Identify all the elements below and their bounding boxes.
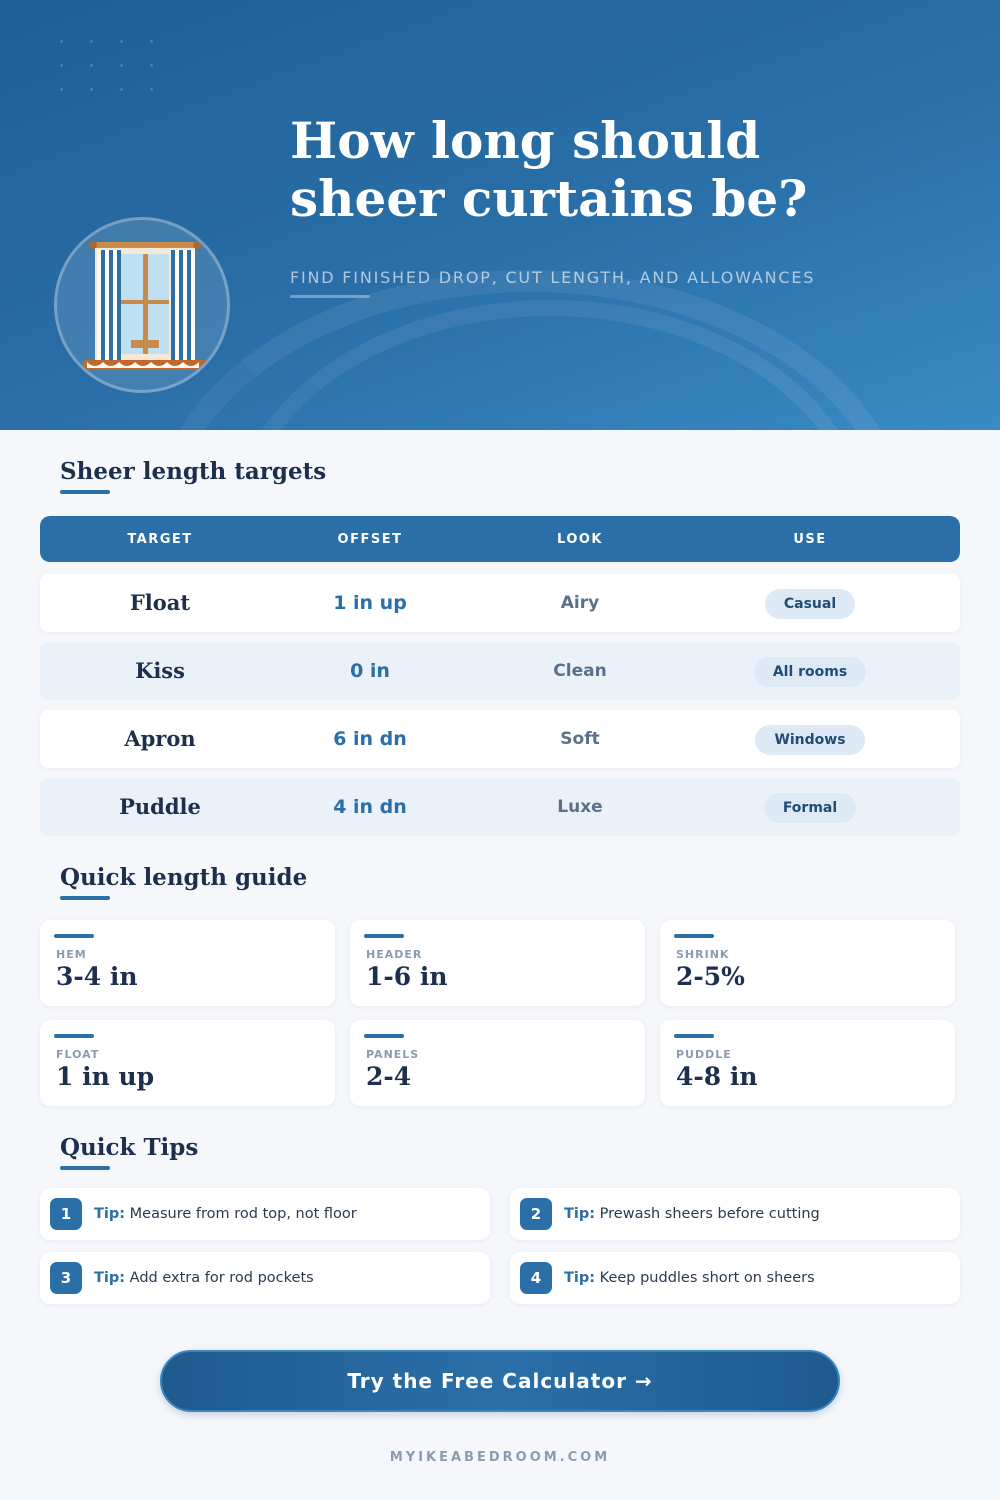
offset-cell: 1 in up: [333, 592, 407, 614]
table-row: [40, 642, 960, 700]
tip-body: Keep puddles short on sheers: [599, 1270, 815, 1286]
tip-body: Measure from rod top, not floor: [129, 1206, 357, 1222]
tip-item: [510, 1188, 960, 1240]
use-pill: Formal: [764, 793, 856, 823]
tip-number-badge: 1: [50, 1198, 82, 1230]
page-subtitle: FIND FINISHED DROP, CUT LENGTH, AND ALLOWANCES: [290, 268, 816, 287]
tip-text: [94, 1252, 314, 1304]
column-header-offset: OFFSET: [337, 532, 403, 547]
offset-cell: 0 in: [350, 660, 390, 682]
guide-card-hem: [40, 920, 335, 1006]
use-cell: [710, 642, 910, 700]
tip-number-badge: 4: [520, 1262, 552, 1294]
tip-body: Prewash sheers before cutting: [599, 1206, 820, 1222]
decorative-dots: [60, 40, 180, 100]
column-header-target: TARGET: [127, 532, 193, 547]
guide-card-shrink: [660, 920, 955, 1006]
section-underline: [60, 490, 110, 494]
card-label: SHRINK: [676, 948, 730, 961]
target-cell: Puddle: [119, 794, 201, 819]
tip-prefix: Tip:: [564, 1206, 596, 1222]
card-value: 2-5%: [676, 962, 745, 991]
card-accent-bar: [54, 934, 94, 938]
tip-text: [564, 1188, 820, 1240]
subtitle-underline: [290, 295, 370, 298]
card-label: HEM: [56, 948, 87, 961]
look-cell: Soft: [560, 729, 600, 749]
section-title-tips: Quick Tips: [60, 1134, 199, 1161]
use-pill: Windows: [755, 725, 864, 755]
curtain-window-icon: [54, 217, 230, 393]
use-cell: [710, 574, 910, 632]
card-value: 3-4 in: [56, 962, 138, 991]
footer-site-link[interactable]: MYIKEABEDROOM.COM: [389, 1450, 611, 1465]
offset-cell: 6 in dn: [333, 728, 407, 750]
guide-card-panels: [350, 1020, 645, 1106]
hero-banner: [0, 0, 1000, 430]
tip-number-badge: 2: [520, 1198, 552, 1230]
tip-item: [510, 1252, 960, 1304]
guide-card-puddle: [660, 1020, 955, 1106]
look-cell: Luxe: [557, 797, 603, 817]
card-label: PUDDLE: [676, 1048, 732, 1061]
target-cell: Apron: [124, 726, 196, 751]
section-title-targets: Sheer length targets: [60, 458, 327, 485]
target-cell: Float: [129, 590, 191, 615]
page-title: How long should sheer curtains be?: [290, 111, 808, 228]
tip-prefix: Tip:: [94, 1206, 126, 1222]
card-value: 4-8 in: [676, 1062, 758, 1091]
use-cell: [710, 710, 910, 768]
section-underline: [60, 896, 110, 900]
card-value: 2-4: [366, 1062, 412, 1091]
tip-text: [564, 1252, 815, 1304]
card-accent-bar: [674, 1034, 714, 1038]
free-calculator-button[interactable]: Try the Free Calculator →: [160, 1350, 840, 1412]
card-value: 1 in up: [56, 1062, 155, 1091]
column-header-use: USE: [793, 532, 827, 547]
column-header-look: LOOK: [557, 532, 603, 547]
card-accent-bar: [364, 934, 404, 938]
card-accent-bar: [54, 1034, 94, 1038]
tip-item: [40, 1188, 490, 1240]
card-accent-bar: [674, 934, 714, 938]
tip-item: [40, 1252, 490, 1304]
offset-cell: 4 in dn: [333, 796, 407, 818]
guide-card-header: [350, 920, 645, 1006]
look-cell: Clean: [553, 661, 607, 681]
table-row: [40, 710, 960, 768]
card-accent-bar: [364, 1034, 404, 1038]
use-pill: All rooms: [754, 657, 866, 687]
card-value: 1-6 in: [366, 962, 448, 991]
tip-prefix: Tip:: [94, 1270, 126, 1286]
target-cell: Kiss: [135, 658, 185, 683]
section-underline: [60, 1166, 110, 1170]
table-row: [40, 574, 960, 632]
tip-prefix: Tip:: [564, 1270, 596, 1286]
card-label: PANELS: [366, 1048, 420, 1061]
card-label: HEADER: [366, 948, 423, 961]
guide-card-float: [40, 1020, 335, 1106]
tip-number-badge: 3: [50, 1262, 82, 1294]
section-title-guide: Quick length guide: [60, 864, 308, 891]
table-row: [40, 778, 960, 836]
use-cell: [710, 778, 910, 836]
use-pill: Casual: [765, 589, 855, 619]
tip-text: [94, 1188, 357, 1240]
look-cell: Airy: [560, 593, 600, 613]
tip-body: Add extra for rod pockets: [129, 1270, 314, 1286]
card-label: FLOAT: [56, 1048, 100, 1061]
table-header: [40, 516, 960, 562]
